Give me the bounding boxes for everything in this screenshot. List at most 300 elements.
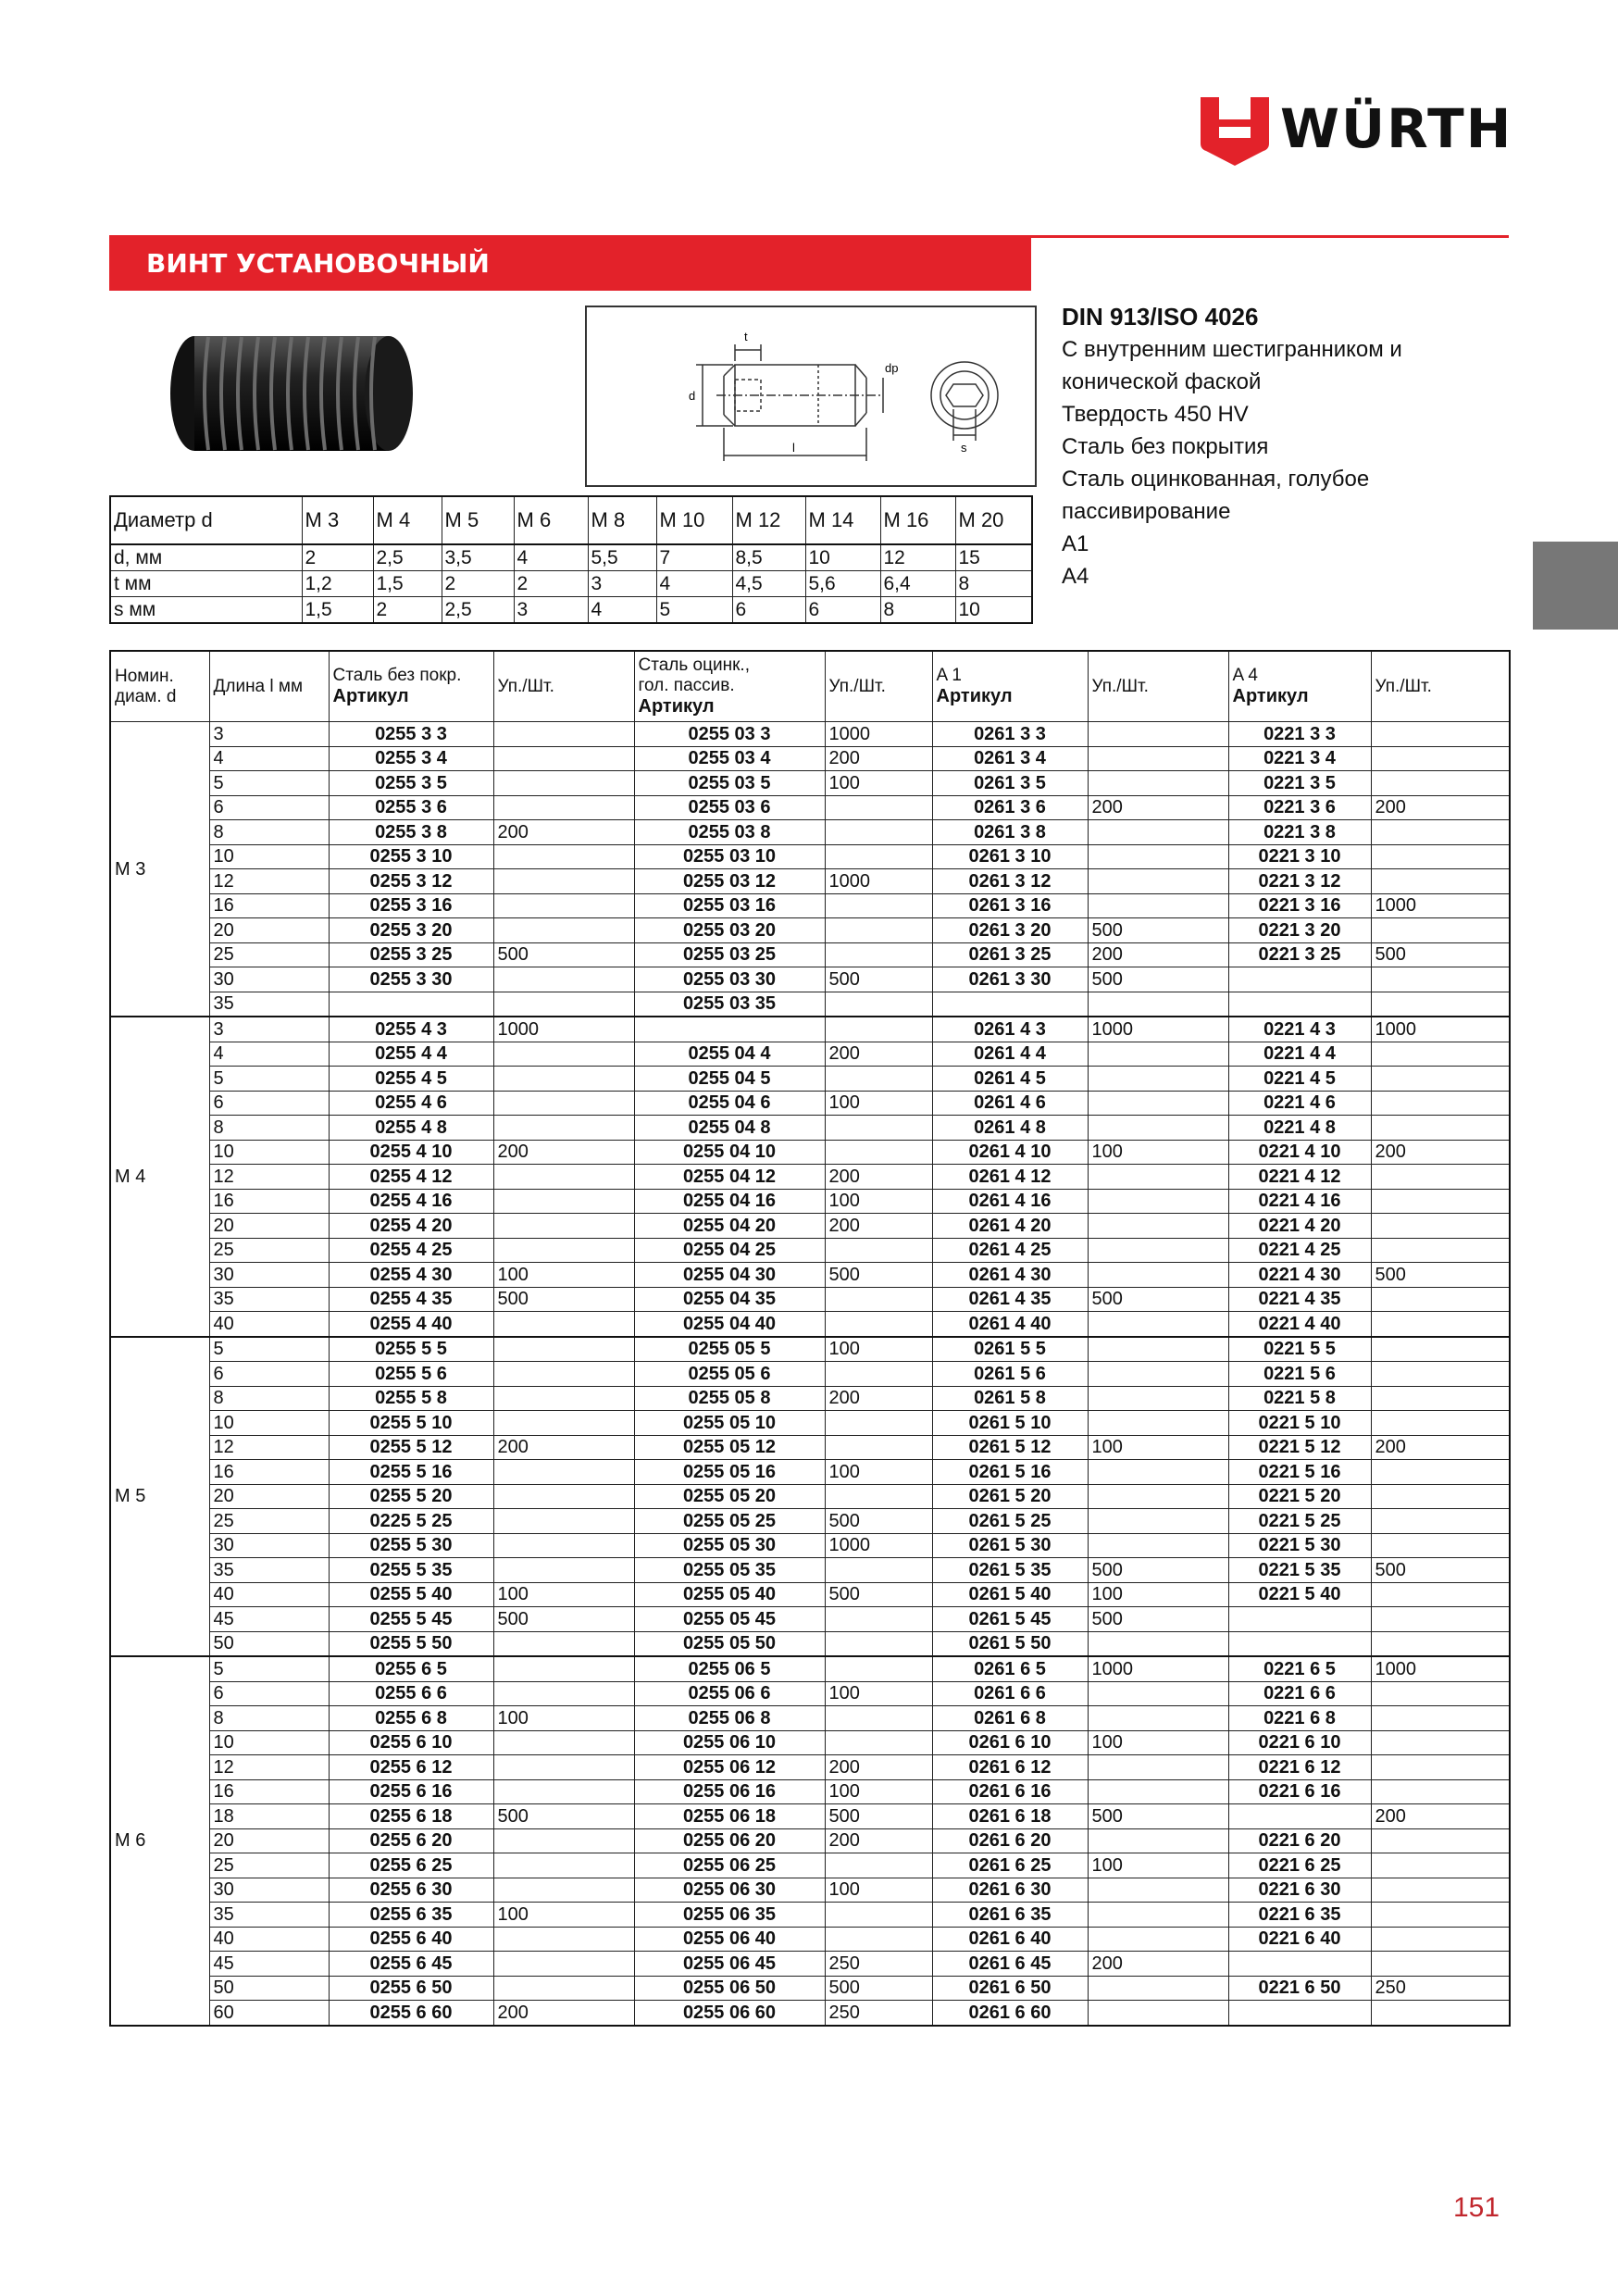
steel-article: 0255 6 40 — [329, 1927, 493, 1952]
table-row — [110, 1927, 1510, 1952]
a1-article: 0261 5 50 — [932, 1631, 1088, 1656]
steel-article: 0255 5 45 — [329, 1607, 493, 1632]
steel-qty — [493, 992, 634, 1017]
a1-article: 0261 5 16 — [932, 1460, 1088, 1485]
length-cell: 5 — [209, 771, 329, 796]
zinc-qty: 100 — [825, 1091, 932, 1116]
description-line: Сталь без покрытия — [1062, 434, 1269, 459]
a4-article: 0221 3 6 — [1228, 795, 1371, 820]
drawing-label-t: t — [744, 330, 748, 343]
article-table — [109, 650, 1511, 2027]
zinc-article: 0255 06 5 — [634, 1656, 825, 1681]
a1-qty: 100 — [1088, 1435, 1228, 1460]
a1-article: 0261 3 8 — [932, 820, 1088, 845]
zinc-article: 0255 05 5 — [634, 1337, 825, 1362]
a1-qty: 500 — [1088, 1607, 1228, 1632]
steel-qty — [493, 844, 634, 869]
a4-qty: 500 — [1371, 1558, 1510, 1583]
a4-article: 0221 4 6 — [1228, 1091, 1371, 1116]
a4-qty — [1371, 1042, 1510, 1067]
a4-qty — [1371, 1165, 1510, 1190]
a1-qty — [1088, 992, 1228, 1017]
a4-article: 0221 5 20 — [1228, 1484, 1371, 1509]
steel-article: 0255 3 4 — [329, 746, 493, 771]
steel-qty — [493, 1952, 634, 1977]
dim-cell: 3 — [588, 571, 656, 597]
a1-article: 0261 4 8 — [932, 1116, 1088, 1141]
dim-cell: 5 — [656, 597, 732, 624]
zinc-qty: 250 — [825, 1952, 932, 1977]
steel-article: 0255 4 20 — [329, 1214, 493, 1239]
table-row — [110, 1755, 1510, 1780]
steel-qty: 100 — [493, 1263, 634, 1288]
a1-qty: 500 — [1088, 967, 1228, 992]
steel-qty — [493, 1681, 634, 1706]
col-a4-article: A 4 Артикул — [1228, 651, 1371, 722]
zinc-article: 0255 05 20 — [634, 1484, 825, 1509]
a1-qty — [1088, 820, 1228, 845]
steel-qty — [493, 893, 634, 918]
table-row — [110, 992, 1510, 1017]
a4-article: 0221 6 25 — [1228, 1853, 1371, 1878]
zinc-qty: 200 — [825, 1755, 932, 1780]
dim-cell: 1,5 — [302, 597, 373, 624]
zinc-qty: 500 — [825, 1804, 932, 1829]
a4-qty — [1371, 1509, 1510, 1534]
dim-row-label: Диаметр d — [110, 496, 302, 544]
zinc-qty — [825, 1287, 932, 1312]
col-steel-qty: Уп./Шт. — [493, 651, 634, 722]
steel-article: 0255 3 30 — [329, 967, 493, 992]
a1-article: 0261 4 5 — [932, 1067, 1088, 1092]
steel-qty: 200 — [493, 1140, 634, 1165]
table-row — [110, 1558, 1510, 1583]
description-line: Твердость 450 HV — [1062, 402, 1249, 427]
length-cell: 45 — [209, 1607, 329, 1632]
table-row — [110, 795, 1510, 820]
a1-qty — [1088, 844, 1228, 869]
steel-qty — [493, 1091, 634, 1116]
steel-article: 0255 6 20 — [329, 1828, 493, 1853]
a1-article: 0261 5 40 — [932, 1582, 1088, 1607]
a4-qty: 200 — [1371, 1140, 1510, 1165]
a1-qty — [1088, 1779, 1228, 1804]
a4-qty: 1000 — [1371, 1656, 1510, 1681]
zinc-qty: 100 — [825, 1681, 932, 1706]
a1-article: 0261 6 12 — [932, 1755, 1088, 1780]
table-header-row — [110, 651, 1510, 722]
zinc-article: 0255 06 40 — [634, 1927, 825, 1952]
a1-article: 0261 6 18 — [932, 1804, 1088, 1829]
steel-qty — [493, 1927, 634, 1952]
steel-qty — [493, 1165, 634, 1190]
steel-article: 0255 5 12 — [329, 1435, 493, 1460]
zinc-article: 0255 04 4 — [634, 1042, 825, 1067]
a4-article: 0221 6 10 — [1228, 1730, 1371, 1755]
a1-article: 0261 4 25 — [932, 1238, 1088, 1263]
steel-article: 0255 5 20 — [329, 1484, 493, 1509]
a1-article: 0261 4 20 — [932, 1214, 1088, 1239]
a4-article: 0221 3 25 — [1228, 942, 1371, 967]
dim-cell: 4,5 — [732, 571, 805, 597]
steel-article: 0255 6 10 — [329, 1730, 493, 1755]
a4-article: 0221 6 12 — [1228, 1755, 1371, 1780]
a1-qty — [1088, 1091, 1228, 1116]
length-cell: 25 — [209, 1853, 329, 1878]
zinc-qty: 200 — [825, 746, 932, 771]
zinc-article: 0255 05 35 — [634, 1558, 825, 1583]
a4-article — [1228, 2001, 1371, 2026]
a1-qty — [1088, 1411, 1228, 1436]
zinc-qty: 200 — [825, 1165, 932, 1190]
zinc-qty — [825, 1116, 932, 1141]
zinc-article: 0255 03 10 — [634, 844, 825, 869]
a4-article: 0221 6 30 — [1228, 1878, 1371, 1903]
dim-cell: M 10 — [656, 496, 732, 544]
a4-article: 0221 4 30 — [1228, 1263, 1371, 1288]
steel-qty — [493, 1631, 634, 1656]
a4-qty — [1371, 1952, 1510, 1977]
zinc-article: 0255 03 12 — [634, 869, 825, 894]
length-cell: 8 — [209, 1706, 329, 1731]
steel-qty — [493, 1312, 634, 1337]
a1-qty: 1000 — [1088, 1017, 1228, 1042]
a1-article: 0261 5 35 — [932, 1558, 1088, 1583]
a1-article: 0261 6 45 — [932, 1952, 1088, 1977]
dim-row-label: s мм — [110, 597, 302, 624]
drawing-label-d: d — [689, 389, 696, 403]
a1-qty — [1088, 1116, 1228, 1141]
dim-cell: 2 — [514, 571, 588, 597]
steel-article — [329, 992, 493, 1017]
length-cell: 50 — [209, 1631, 329, 1656]
length-cell: 6 — [209, 1362, 329, 1387]
steel-article: 0255 4 30 — [329, 1263, 493, 1288]
dim-cell: 5,6 — [805, 571, 880, 597]
a4-article: 0221 3 20 — [1228, 918, 1371, 943]
steel-qty: 500 — [493, 1804, 634, 1829]
steel-qty — [493, 1779, 634, 1804]
length-cell: 25 — [209, 1238, 329, 1263]
zinc-qty: 200 — [825, 1386, 932, 1411]
a4-qty — [1371, 1631, 1510, 1656]
a4-article: 0221 5 25 — [1228, 1509, 1371, 1534]
length-cell: 40 — [209, 1927, 329, 1952]
length-cell: 16 — [209, 1779, 329, 1804]
steel-article: 0255 3 20 — [329, 918, 493, 943]
steel-qty — [493, 1730, 634, 1755]
length-cell: 35 — [209, 1903, 329, 1928]
zinc-article: 0255 06 20 — [634, 1828, 825, 1853]
a1-qty — [1088, 1533, 1228, 1558]
zinc-qty: 1000 — [825, 869, 932, 894]
a4-article: 0221 5 35 — [1228, 1558, 1371, 1583]
zinc-article: 0255 04 20 — [634, 1214, 825, 1239]
a4-article: 0221 4 25 — [1228, 1238, 1371, 1263]
steel-qty — [493, 1411, 634, 1436]
zinc-qty — [825, 1140, 932, 1165]
title-bar — [109, 235, 1031, 291]
dim-cell: 2,5 — [442, 597, 514, 624]
steel-article: 0255 6 18 — [329, 1804, 493, 1829]
dim-cell: 3,5 — [442, 544, 514, 571]
table-row — [110, 844, 1510, 869]
a4-qty — [1371, 746, 1510, 771]
steel-qty — [493, 1116, 634, 1141]
a4-qty: 1000 — [1371, 1017, 1510, 1042]
dim-cell: M 8 — [588, 496, 656, 544]
dim-cell: 4 — [588, 597, 656, 624]
length-cell: 18 — [209, 1804, 329, 1829]
steel-qty: 500 — [493, 942, 634, 967]
length-cell: 12 — [209, 1435, 329, 1460]
length-cell: 20 — [209, 1484, 329, 1509]
dim-cell: 4 — [656, 571, 732, 597]
a4-article: 0221 3 8 — [1228, 820, 1371, 845]
a4-article — [1228, 1631, 1371, 1656]
table-row — [110, 1435, 1510, 1460]
dim-cell: 12 — [880, 544, 955, 571]
a4-article: 0221 4 4 — [1228, 1042, 1371, 1067]
table-row — [110, 1140, 1510, 1165]
a1-qty — [1088, 893, 1228, 918]
a4-article — [1228, 1607, 1371, 1632]
a4-article — [1228, 967, 1371, 992]
dim-cell: 8 — [955, 571, 1032, 597]
steel-qty: 100 — [493, 1706, 634, 1731]
steel-article: 0255 5 8 — [329, 1386, 493, 1411]
description-line: Сталь оцинкованная, голубое — [1062, 467, 1370, 492]
a4-qty — [1371, 1779, 1510, 1804]
a1-qty — [1088, 1828, 1228, 1853]
a4-article: 0221 4 10 — [1228, 1140, 1371, 1165]
length-cell: 10 — [209, 844, 329, 869]
a1-qty — [1088, 1903, 1228, 1928]
dim-cell: 10 — [955, 597, 1032, 624]
zinc-qty — [825, 1362, 932, 1387]
a4-article: 0221 6 35 — [1228, 1903, 1371, 1928]
length-cell: 45 — [209, 1952, 329, 1977]
a4-article: 0221 6 40 — [1228, 1927, 1371, 1952]
zinc-article: 0255 03 4 — [634, 746, 825, 771]
steel-qty — [493, 869, 634, 894]
zinc-qty — [825, 1558, 932, 1583]
a1-qty — [1088, 1631, 1228, 1656]
zinc-qty — [825, 1607, 932, 1632]
steel-article: 0255 4 4 — [329, 1042, 493, 1067]
drawing-label-s: s — [961, 441, 967, 455]
steel-article: 0255 3 5 — [329, 771, 493, 796]
length-cell: 6 — [209, 795, 329, 820]
steel-qty — [493, 1189, 634, 1214]
dim-cell: M 5 — [442, 496, 514, 544]
steel-article: 0255 5 6 — [329, 1362, 493, 1387]
description-line: A1 — [1062, 531, 1089, 556]
description-line: пассивирование — [1062, 499, 1231, 524]
a1-article: 0261 5 30 — [932, 1533, 1088, 1558]
zinc-qty — [825, 1903, 932, 1928]
dim-cell: M 16 — [880, 496, 955, 544]
a4-qty — [1371, 918, 1510, 943]
zinc-qty — [825, 1927, 932, 1952]
dim-row-label: d, мм — [110, 544, 302, 571]
table-row — [110, 1017, 1510, 1042]
a1-qty: 500 — [1088, 1287, 1228, 1312]
steel-article: 0255 6 25 — [329, 1853, 493, 1878]
a1-article: 0261 3 4 — [932, 746, 1088, 771]
steel-article: 0255 6 12 — [329, 1755, 493, 1780]
table-row — [110, 1582, 1510, 1607]
steel-qty: 500 — [493, 1607, 634, 1632]
dim-cell: 6 — [732, 597, 805, 624]
zinc-qty: 1000 — [825, 1533, 932, 1558]
length-cell: 8 — [209, 1386, 329, 1411]
a1-qty — [1088, 1042, 1228, 1067]
steel-qty — [493, 1509, 634, 1534]
table-row — [110, 722, 1510, 747]
steel-article: 0255 4 6 — [329, 1091, 493, 1116]
steel-qty — [493, 1656, 634, 1681]
dim-cell: M 12 — [732, 496, 805, 544]
zinc-qty: 200 — [825, 1042, 932, 1067]
table-row — [110, 1952, 1510, 1977]
a1-qty — [1088, 1214, 1228, 1239]
steel-article: 0255 6 45 — [329, 1952, 493, 1977]
steel-article: 0255 6 8 — [329, 1706, 493, 1731]
a1-article: 0261 6 50 — [932, 1976, 1088, 2001]
steel-qty: 500 — [493, 1287, 634, 1312]
length-cell: 16 — [209, 1460, 329, 1485]
page-number: 151 — [1453, 2192, 1500, 2223]
steel-qty — [493, 722, 634, 747]
description-line: конической фаской — [1062, 369, 1262, 394]
drawing-label-l: l — [792, 441, 795, 455]
steel-article: 0255 3 10 — [329, 844, 493, 869]
length-cell: 50 — [209, 1976, 329, 2001]
table-row — [110, 1214, 1510, 1239]
table-row — [110, 1533, 1510, 1558]
a1-article: 0261 5 10 — [932, 1411, 1088, 1436]
a1-qty — [1088, 869, 1228, 894]
a4-qty — [1371, 844, 1510, 869]
zinc-qty — [825, 1656, 932, 1681]
zinc-qty — [825, 1730, 932, 1755]
length-cell: 35 — [209, 1558, 329, 1583]
length-cell: 40 — [209, 1582, 329, 1607]
steel-article: 0255 3 3 — [329, 722, 493, 747]
a1-article: 0261 4 6 — [932, 1091, 1088, 1116]
page-title: ВИНТ УСТАНОВОЧНЫЙ — [146, 248, 490, 279]
dim-cell: 6 — [805, 597, 880, 624]
length-cell: 40 — [209, 1312, 329, 1337]
zinc-qty — [825, 795, 932, 820]
a1-article: 0261 4 40 — [932, 1312, 1088, 1337]
a4-qty — [1371, 1116, 1510, 1141]
steel-qty — [493, 918, 634, 943]
a1-article: 0261 3 30 — [932, 967, 1088, 992]
zinc-article: 0255 04 30 — [634, 1263, 825, 1288]
a4-qty — [1371, 1755, 1510, 1780]
dim-cell: M 4 — [373, 496, 442, 544]
steel-article: 0255 5 35 — [329, 1558, 493, 1583]
a1-qty — [1088, 1878, 1228, 1903]
zinc-qty — [825, 844, 932, 869]
zinc-qty: 100 — [825, 1779, 932, 1804]
a1-article: 0261 6 25 — [932, 1853, 1088, 1878]
table-row — [110, 1091, 1510, 1116]
table-row — [110, 1828, 1510, 1853]
zinc-article: 0255 03 5 — [634, 771, 825, 796]
a4-qty: 500 — [1371, 942, 1510, 967]
table-row — [110, 1631, 1510, 1656]
a4-qty — [1371, 1312, 1510, 1337]
steel-article: 0255 4 10 — [329, 1140, 493, 1165]
dim-cell: 10 — [805, 544, 880, 571]
table-row — [110, 1804, 1510, 1829]
table-row — [110, 1509, 1510, 1534]
a1-article: 0261 5 45 — [932, 1607, 1088, 1632]
a1-article: 0261 5 8 — [932, 1386, 1088, 1411]
steel-article: 0255 6 35 — [329, 1903, 493, 1928]
steel-article: 0255 4 5 — [329, 1067, 493, 1092]
steel-article: 0255 3 8 — [329, 820, 493, 845]
steel-article: 0255 5 10 — [329, 1411, 493, 1436]
steel-article: 0255 6 5 — [329, 1656, 493, 1681]
dim-cell: 3 — [514, 597, 588, 624]
zinc-article: 0255 03 8 — [634, 820, 825, 845]
zinc-qty: 100 — [825, 1878, 932, 1903]
dim-row — [110, 571, 1032, 597]
steel-article: 0255 3 12 — [329, 869, 493, 894]
zinc-article: 0255 04 6 — [634, 1091, 825, 1116]
table-row — [110, 1287, 1510, 1312]
a4-qty — [1371, 2001, 1510, 2026]
zinc-article: 0255 06 30 — [634, 1878, 825, 1903]
zinc-qty — [825, 1067, 932, 1092]
table-row — [110, 820, 1510, 845]
zinc-article: 0255 04 35 — [634, 1287, 825, 1312]
group-diameter: M 6 — [110, 1656, 209, 2026]
steel-qty — [493, 1386, 634, 1411]
zinc-article: 0255 03 30 — [634, 967, 825, 992]
a4-article: 0221 6 16 — [1228, 1779, 1371, 1804]
length-cell: 60 — [209, 2001, 329, 2026]
a1-article: 0261 6 35 — [932, 1903, 1088, 1928]
a4-qty — [1371, 1238, 1510, 1263]
a4-article: 0221 4 35 — [1228, 1287, 1371, 1312]
a1-qty — [1088, 1460, 1228, 1485]
a1-article: 0261 5 25 — [932, 1509, 1088, 1534]
dim-cell: M 14 — [805, 496, 880, 544]
a4-article: 0221 4 12 — [1228, 1165, 1371, 1190]
dim-cell: 2 — [373, 597, 442, 624]
a1-article: 0261 6 6 — [932, 1681, 1088, 1706]
technical-drawing — [585, 306, 1037, 487]
a1-article: 0261 3 25 — [932, 942, 1088, 967]
zinc-article: 0255 06 18 — [634, 1804, 825, 1829]
zinc-article: 0255 04 8 — [634, 1116, 825, 1141]
dim-cell: 2 — [302, 544, 373, 571]
zinc-qty — [825, 1484, 932, 1509]
zinc-qty: 100 — [825, 1189, 932, 1214]
zinc-qty: 500 — [825, 1582, 932, 1607]
a1-qty: 200 — [1088, 1952, 1228, 1977]
zinc-article: 0255 04 40 — [634, 1312, 825, 1337]
zinc-qty: 250 — [825, 2001, 932, 2026]
zinc-qty — [825, 1411, 932, 1436]
steel-qty — [493, 1558, 634, 1583]
length-cell: 12 — [209, 1165, 329, 1190]
